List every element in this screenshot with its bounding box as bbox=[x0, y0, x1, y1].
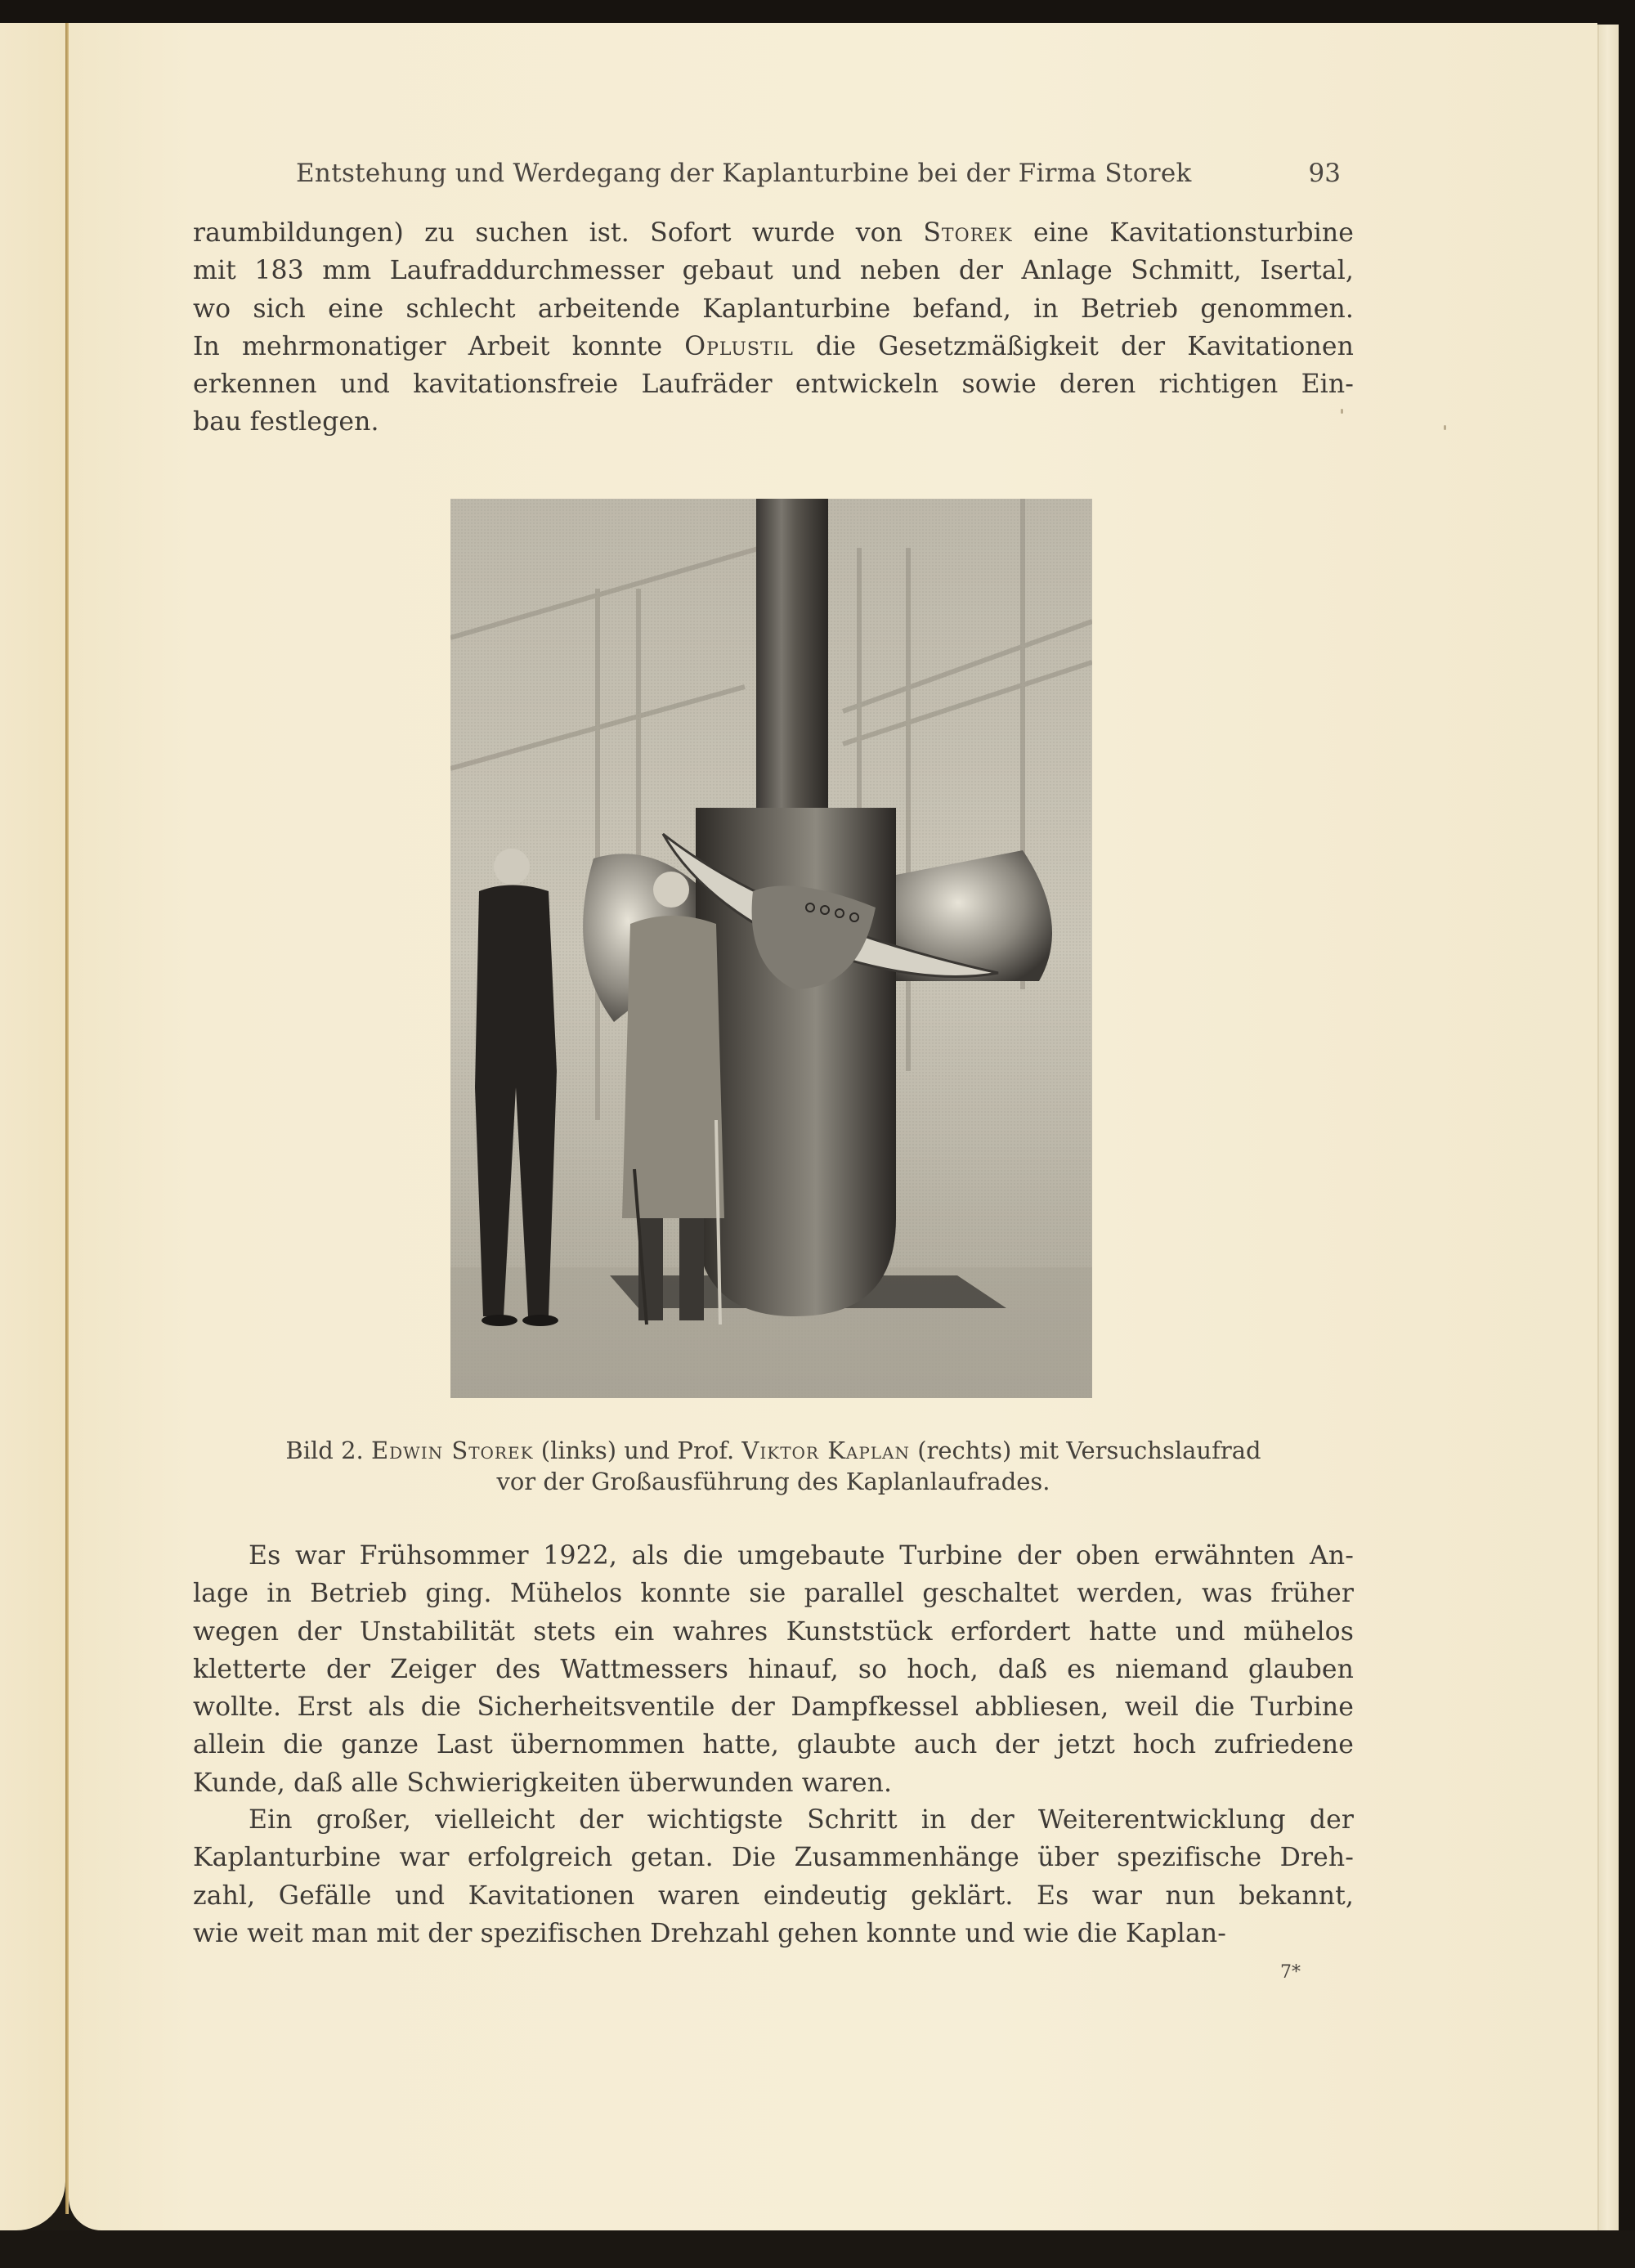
text-line: wegen der Unstabilität stets ein wahres Kunststück erfordert hatte und mühelos bbox=[193, 1616, 1354, 1647]
text-line: zahl, Gefälle und Kavitationen waren eindeutig geklärt. Es war nun bekannt, bbox=[193, 1880, 1354, 1911]
caption-line-2: vor der Großausführung des Kaplanlaufrades. bbox=[496, 1468, 1050, 1495]
text-line bbox=[193, 403, 1354, 441]
text-run: raumbildungen) zu suchen ist. Sofort wurde von bbox=[193, 218, 924, 248]
paragraph-2 bbox=[193, 1537, 1354, 1802]
person-name: Storek bbox=[923, 218, 1013, 248]
text-line: kletterte der Zeiger des Wattmessers hinauf, so hoch, daß es niemand glauben bbox=[193, 1654, 1354, 1684]
text-run: mit 183 mm Laufraddurchmesser gebaut und neben der Anlage Schmitt, Isertal, bbox=[193, 256, 1354, 286]
caption-text: Bild 2. bbox=[285, 1437, 371, 1464]
figure-caption bbox=[193, 1435, 1354, 1497]
signature-mark: 7* bbox=[1280, 1962, 1301, 1983]
caption-text: (links) und Prof. bbox=[533, 1437, 742, 1464]
person-name: Edwin Storek bbox=[370, 1437, 534, 1464]
turbine-photo bbox=[450, 499, 1092, 1398]
caption-text: (rechts) mit Versuchslaufrad bbox=[910, 1437, 1261, 1464]
text-line bbox=[193, 252, 1354, 289]
figure-photograph bbox=[450, 499, 1092, 1398]
text-line: Kaplanturbine war erfolgreich getan. Die Zusammenhänge über spezifische Dreh- bbox=[193, 1843, 1354, 1873]
text-run: wo sich eine schlecht arbeitende Kaplanturbine befand, in Betrieb genommen. bbox=[193, 294, 1354, 324]
paper-speck bbox=[1444, 425, 1446, 430]
text-run: eine Kavitationsturbine bbox=[1012, 218, 1354, 248]
person-name: Viktor Kaplan bbox=[741, 1437, 910, 1464]
running-title: Entstehung und Werdegang der Kaplanturbine bei der Firma Storek bbox=[296, 159, 1192, 188]
text-line: Es war Frühsommer 1922, als die umgebaute Turbine der oben erwähnten An- bbox=[249, 1541, 1354, 1571]
text-line bbox=[193, 214, 1354, 252]
caption-line-1 bbox=[193, 1435, 1354, 1466]
text-line bbox=[193, 328, 1354, 365]
text-line: wollte. Erst als die Sicherheitsventile der Dampfkessel abbliesen, weil die Turbine bbox=[193, 1692, 1354, 1723]
text-run: erkennen und kavitationsfreie Laufräder entwickeln sowie deren richtigen Ein- bbox=[193, 370, 1354, 400]
scan-background-top bbox=[0, 0, 1635, 25]
page-stack-edge bbox=[1597, 25, 1620, 2232]
text-line: Kunde, daß alle Schwierigkeiten überwunden waren. bbox=[193, 1768, 893, 1798]
text-line: lage in Betrieb ging. Mühelos konnte sie parallel geschaltet werden, was früher bbox=[193, 1579, 1354, 1609]
text-run: bau festlegen. bbox=[193, 407, 379, 437]
paper-speck bbox=[1341, 409, 1343, 414]
scan-background-bottom bbox=[0, 2230, 1635, 2268]
text-run: die Gesetzmäßigkeit der Kavitationen bbox=[793, 331, 1354, 361]
turbine-shaft bbox=[756, 499, 828, 809]
text-line bbox=[193, 290, 1354, 328]
text-line: wie weit man mit der spezifischen Drehzahl gehen konnte und wie die Kaplan- bbox=[193, 1918, 1226, 1948]
text-run: In mehrmonatiger Arbeit konnte bbox=[193, 331, 685, 361]
scan-background-right bbox=[1619, 0, 1635, 2268]
text-line: Ein großer, vielleicht der wichtigste Schritt in der Weiterentwicklung der bbox=[249, 1805, 1354, 1835]
facing-page-edge bbox=[0, 23, 65, 2230]
person-name: Oplustil bbox=[684, 331, 794, 361]
paragraph-1 bbox=[193, 214, 1354, 441]
paragraph-3 bbox=[193, 1801, 1354, 1952]
page-number: 93 bbox=[1308, 159, 1341, 188]
text-line bbox=[193, 365, 1354, 403]
text-line: allein die ganze Last übernommen hatte, glaubte auch der jetzt hoch zufriedene bbox=[193, 1730, 1354, 1760]
